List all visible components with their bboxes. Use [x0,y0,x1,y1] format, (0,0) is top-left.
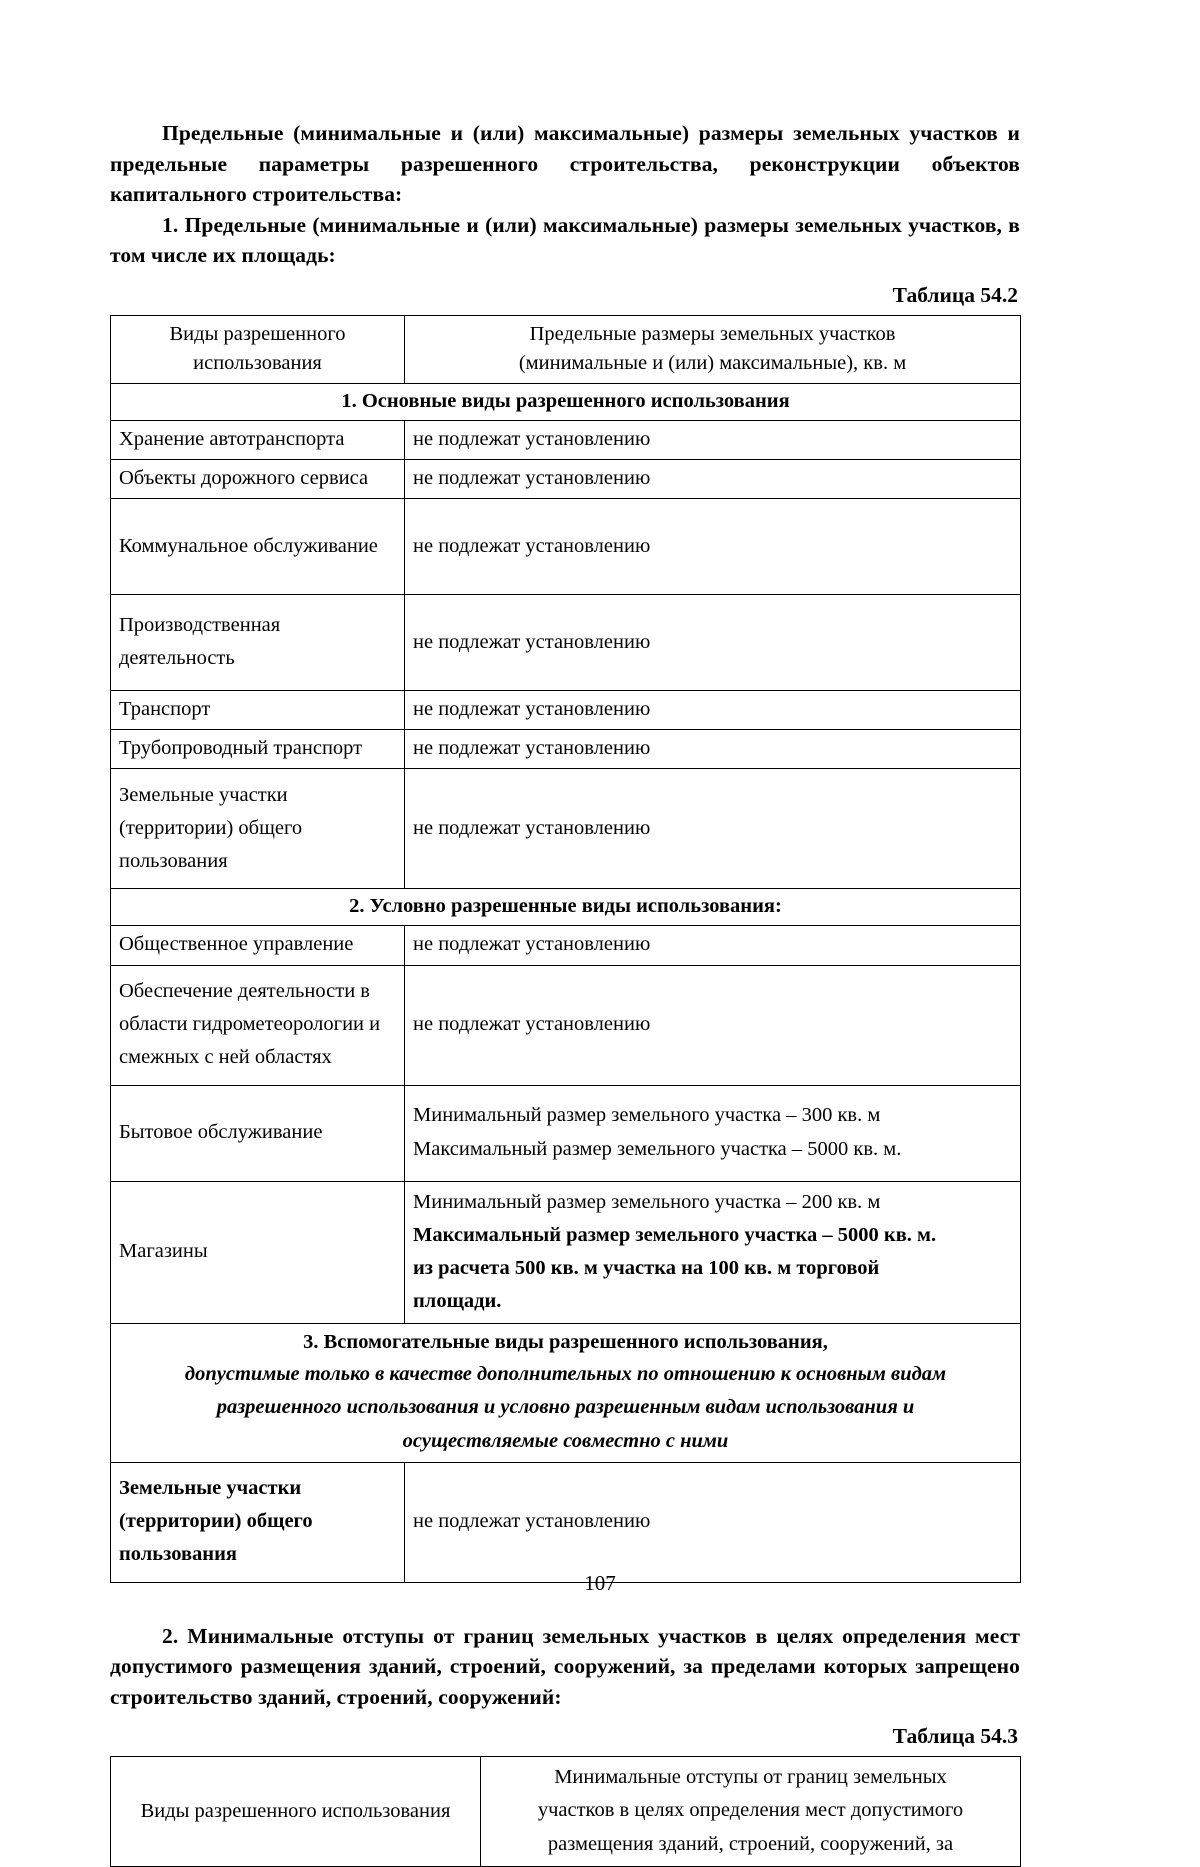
row-value: не подлежат установлению [405,1462,1021,1582]
section-1-title: 1. Основные виды разрешенного использования [111,383,1021,420]
table-row-header [111,315,1021,383]
row-use-label: Земельные участки (территории) общего пользования [111,1462,405,1582]
table-1-caption: Таблица 54.2 [892,282,1018,307]
middle-paragraph: 2. Минимальные отступы от границ земельных участков в целях определения мест допустимого размещения зданий, строений, сооружений, за пределами которых запрещено строительство зданий, строений, сооружений: [110,1623,1020,1709]
section-3-title-main: 3. Вспомогательные виды разрешенного использования, [303,1331,828,1354]
table-section-header-row [111,889,1021,926]
table-row [111,499,1021,595]
row-value [405,1181,1021,1324]
row-value-line-3: из расчета 500 кв. м участка на 100 кв. м торговой [413,1256,880,1279]
row-value: не подлежат установлению [405,460,1021,499]
row-value: не подлежат установлению [405,965,1021,1085]
table-row [111,730,1021,769]
table-row [111,769,1021,889]
intro-paragraph-2: 1. Предельные (минимальные и (или) максимальные) размеры земельных участков, в том числе их площадь: [110,212,1020,268]
table-2-caption: Таблица 54.3 [892,1724,1018,1749]
section-3-subtitle-line-2: разрешенного использования и условно разрешенным видам использования и [216,1396,915,1419]
row-use-label: Транспорт [111,691,405,730]
row-value-line-2: Максимальный размер земельного участка – 5000 кв. м. [413,1137,902,1160]
row-use-label: Хранение автотранспорта [111,420,405,459]
row-use-label: Трубопроводный транспорт [111,730,405,769]
table-section-header-row [111,383,1021,420]
row-use-label: Магазины [111,1181,405,1324]
table-row [111,1181,1021,1324]
section-2-title: 2. Условно разрешенные виды использования: [111,889,1021,926]
row-value: не подлежат установлению [405,595,1021,691]
row-value: не подлежат установлению [405,730,1021,769]
row-use-label: Обеспечение деятельности в области гидрометеорологии и смежных с ней областях [111,965,405,1085]
table-2-header-col1: Виды разрешенного использования [111,1757,481,1867]
header-col2-line-2: участков в целях определения мест допустимого [537,1799,964,1822]
page-content [110,118,1020,1867]
row-value-line-1: Минимальный размер земельного участка – 300 кв. м [413,1104,881,1127]
table-row [111,460,1021,499]
row-value: не подлежат установлению [405,499,1021,595]
row-use-label: Коммунальное обслуживание [111,499,405,595]
row-value: не подлежат установлению [405,691,1021,730]
section-3-title [111,1324,1021,1462]
section-3-subtitle-line-1: допустимые только в качестве дополнительных по отношению к основным видам [184,1363,947,1386]
row-value-line-1: Минимальный размер земельного участка – 200 кв. м [413,1190,881,1213]
row-use-label: Объекты дорожного сервиса [111,460,405,499]
table-1-header-col1: Виды разрешенного использования [111,315,405,383]
table-row [111,595,1021,691]
row-value: не подлежат установлению [405,926,1021,965]
header-col2-line-1: Минимальные отступы от границ земельных [554,1766,947,1789]
row-use-label: Земельные участки (территории) общего пользования [111,769,405,889]
row-value: не подлежат установлению [405,769,1021,889]
table-1 [110,315,1021,1583]
row-use-label: Бытовое обслуживание [111,1085,405,1181]
intro-paragraph-1: Предельные (минимальные и (или) максимальные) размеры земельных участков и предельные параметры разрешенного строительства, реконструкции объектов капитального строительства: [110,121,1020,207]
row-use-label: Производственная деятельность [111,595,405,691]
row-value: не подлежат установлению [405,420,1021,459]
table-row [111,691,1021,730]
header-col2-line-1: Предельные размеры земельных участков [529,322,896,345]
header-col2-line-2: (минимальные и (или) максимальные), кв. м [518,351,907,374]
row-value-line-2: Максимальный размер земельного участка – 5000 кв. м. [413,1223,937,1246]
header-col2-line-3: размещения зданий, строений, сооружений, за [547,1832,954,1855]
table-row [111,926,1021,965]
page-number: 107 [584,1571,616,1595]
row-use-label: Общественное управление [111,926,405,965]
table-2 [110,1756,1021,1867]
table-row [111,1462,1021,1582]
table-row [111,420,1021,459]
table-row [111,1085,1021,1181]
table-row-header [111,1757,1021,1867]
table-2-header-col2 [481,1757,1021,1867]
table-row [111,965,1021,1085]
row-value-line-4: площади. [413,1290,502,1313]
table-1-header-col2 [405,315,1021,383]
section-3-subtitle-line-3: осуществляемые совместно с ними [402,1429,729,1452]
table-section-header-row [111,1324,1021,1462]
row-value [405,1085,1021,1181]
